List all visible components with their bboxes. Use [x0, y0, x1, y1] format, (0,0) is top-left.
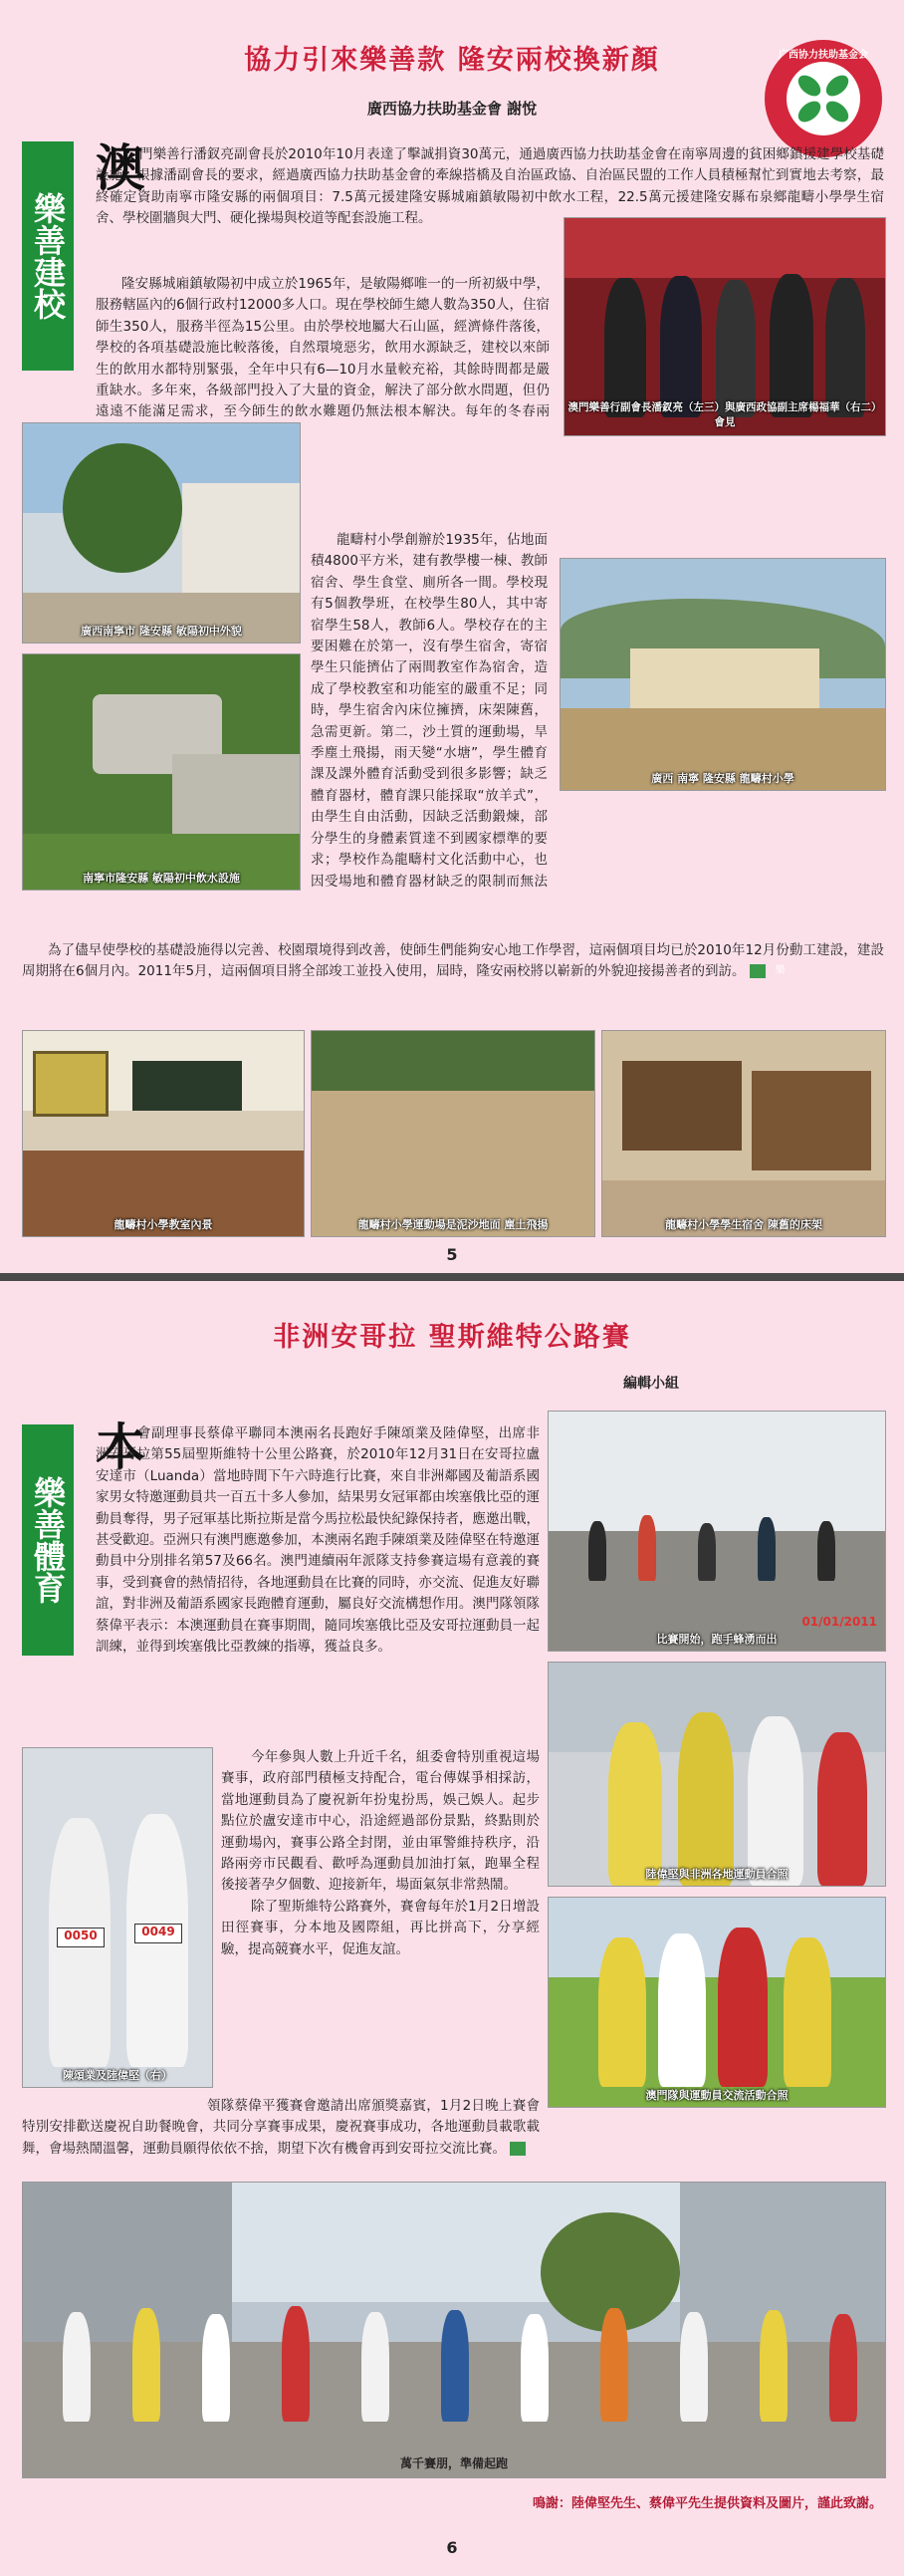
photo-athletes-group: [548, 1662, 886, 1887]
caption-award-group: 澳門隊與運動員交流活動合照: [645, 2089, 789, 2102]
photo-school-exterior: [22, 422, 301, 644]
caption-water-facility: 南寧市隆安縣 敏陽初中飲水設施: [83, 872, 240, 885]
caption-race-start: 比賽開始，跑手蜂湧而出: [656, 1633, 778, 1646]
caption-sports-field: 龍疇村小學運動場是泥沙地面 塵土飛揚: [357, 1218, 549, 1231]
caption-race-crowd: 萬千賽朋，準備起跑: [399, 2456, 508, 2470]
dropcap: 本: [96, 1417, 145, 1476]
foundation-logo: [765, 40, 882, 157]
photo-classroom: [22, 1030, 305, 1237]
section-label-build-school: 樂善建校: [22, 141, 74, 371]
logo-text: 广西协力扶助基金会: [779, 50, 868, 61]
paragraph-1: 門樂善行潘釵亮副會長於2010年10月表達了擊誠捐資30萬元，通過廣西協力扶助基金會在南寧周邊的貧困鄉鎮援建學校基礎設施。根據潘副會長的要求，經過廣西協力扶助基金會的牽線搭橋及自治區政協、自治區民盟的工作人員積極幫忙到實地去考察，最終確定資助南寧市隆安縣的兩個項目：7.5萬元援建隆安縣城廂鎮敏陽初中飲水工程，22.5萬元援建隆安縣布泉鄉龍疇小學學生宿舍、學校圍牆與大門、硬化操場與校道等配套設施工程。: [96, 146, 884, 227]
logo-emblem: [787, 62, 860, 135]
page-number: 5: [446, 1245, 458, 1264]
article-byline: 廣西協力扶助基金會 謝悅: [366, 100, 538, 118]
photo-runner-pair: 0050 0049 陳頌業及陸偉堅（右）: [22, 1747, 213, 2088]
section-label-sports: 樂善體育: [22, 1424, 74, 1656]
caption-officials: 澳門樂善行副會長潘釵亮（左三）與廣西政協副主席楊福華（右二）會見: [567, 401, 882, 428]
article-byline: 編輯小組: [623, 1376, 679, 1392]
acknowledgement: 鳴謝：陸偉堅先生、蔡偉平先生提供資料及圖片，謹此致謝。: [532, 2496, 882, 2511]
photo-race-crowd: [22, 2182, 886, 2478]
photo-award-group: [548, 1897, 886, 2108]
paragraph-2-part: 隆安縣城廂鎮敏陽初中成立於1965年，是敏陽鄉唯一的一所初級中學，服務轄區內的6個行政村12000多人口。現在學校師生總人數為350人，住宿師生350人，服務半徑為15公里。由於學校地屬大石山區，經濟條件落後，學校的各項基礎設施比較落後，自然環境惡劣，飲用水源缺乏，建校以來師生的飲用水都特別緊張，全年中只有6—10月水量較充裕，其餘時間都是嚴重缺水。多年來，各級部門投入了大量的資金，解決了部分飲水問題，但仍遠遠不能滿足需求，至今師生的飲水難題仍無法根本解決。每年的冬春兩: [96, 276, 550, 420]
dropcap: 澳: [96, 138, 145, 197]
photo-date-stamp: 01/01/2011: [801, 1615, 877, 1629]
caption-school-exterior: 廣西南寧市 隆安縣 敏陽初中外貌: [81, 625, 242, 638]
end-mark-icon: [510, 2142, 526, 2156]
paragraph-4: 領隊蔡偉平獲賽會邀請出席頒獎嘉賓，1月2日晚上賽會特別安排歡送慶祝自助餐晚會，共同分享賽事成果，慶祝賽事成功，各地運動員載歌載舞，會場熱鬧溫馨，運動員願得依依不捨，期望下次有機會再到安哥拉交流比賽。: [22, 2098, 540, 2157]
paragraph-2-continued: [22, 359, 550, 420]
photo-sports-field: [311, 1030, 595, 1237]
caption-village-school: 廣西 南寧 隆安縣 龍疇村小學: [651, 772, 794, 785]
end-mark-icon: 樂: [750, 964, 766, 978]
article-title: 協力引來樂善款 隆安兩校換新顏: [244, 45, 660, 76]
page-6: [0, 1279, 904, 2576]
caption-dormitory: 龍疇村小學學生宿舍 陳舊的床架: [665, 1218, 822, 1231]
photo-dormitory: [601, 1030, 886, 1237]
paragraph-2-3: 今年參與人數上升近千名，組委會特別重視這場賽事，政府部門積極支持配合，電台傳媒爭相採訪，當地運動員為了慶祝新年扮鬼扮馬，娛己娛人。起步點位於盧安達市中心，沿途經過部份景點，終點則於運動場內，賽事公路全封閉，並由軍警維持秩序，沿路兩旁市民觀看、歡呼為運動員加油打氣，跑畢全程後接著孕夕個數、迎接新年，場面氣氛非常熱鬧。 除了聖斯維特公路賽外，賽會每年於1月2日增設田徑賽事，分本地及國際組，再比拼高下，分享經驗，提高競賽水平，促進友誼。: [221, 1749, 540, 1957]
paragraph-3: 龍疇村小學創辦於1935年，佔地面積4800平方米，建有教學樓一棟、教師宿舍、學生食堂、廁所各一間。學校現有5個教學班，在校學生80人，其中寄宿學生58人，教師6人。學校存在的主要困難在於第一，沒有學生宿舍，寄宿學生只能擠佔了兩間教室作為宿舍，造成了學校教室和功能室的嚴重不足；同時，學生宿舍內床位擁擠，床架陳舊，急需更新。第二，沙土質的運動場，旱季塵土飛揚，雨天變“水塘”，學生體育課及課外體育活動受到很多影響；缺乏體育器材，體育課只能採取“放羊式”，由學生自由活動，因缺乏活動鍛煉，部分學生的身體素質達不到國家標準的要求；學校作為龍疇村文化活動中心，也因受場地和體育器材缺乏的限制而無法: [311, 532, 548, 889]
page-number: 6: [446, 2538, 458, 2557]
paragraph-1: 會副理事長蔡偉平聯同本澳兩名長跑好手陳頌業及陸偉堅，出席非洲安哥拉第55屆聖斯維特十公里公路賽，於2010年12月31日在安哥拉盧安達市（Luanda）當地時間下午六時進行比賽，來自非洲鄰國及葡語系國家男女特邀運動員共一百五十多人參加，結果男女冠軍都由埃塞俄比亞的運動員奪得，男子冠軍基比斯拉斯是當今馬拉松最快紀錄保持者，應邀出戰，甚受歡迎。亞洲只有澳門應邀參加，本澳兩名跑手陳頌業及陸偉堅在特邀運動員中分別排名第57及66名。澳門連續兩年派隊支持參賽這場有意義的賽事，受到賽會的熱情招待，各地運動員在比賽的同時，亦交流、促進友好聯誼，對非洲及葡語系國家長跑體育運動，屬良好交流構想作用。澳門隊領隊蔡偉平表示：本澳運動員在賽事期間，隨同埃塞俄比亞及安哥拉運動員一起訓練，並得到埃塞俄比亞教練的指導，獲益良多。: [96, 1425, 540, 1656]
page-5: [0, 0, 904, 1275]
caption-athletes-group: 陸偉堅與非洲各地運動員合照: [645, 1868, 789, 1881]
caption-classroom: 龍疇村小學教室內景: [113, 1218, 213, 1231]
article-title: 非洲安哥拉 聖斯維特公路賽: [273, 1322, 631, 1353]
photo-race-start: [548, 1411, 886, 1652]
caption-runner-pair: 陳頌業及陸偉堅（右）: [63, 2069, 172, 2082]
photo-officials: [564, 217, 886, 436]
paragraph-4: 為了儘早使學校的基礎設施得以完善、校園環境得到改善，使師生們能夠安心地工作學習，這兩個項目均已於2010年12月份動工建設，建設周期將在6個月內。2011年5月，這兩個項目將全部竣工並投入使用，屆時，隆安兩校將以嶄新的外貌迎接揚善者的到訪。 樂: [22, 942, 884, 980]
photo-water-facility: [22, 653, 301, 891]
photo-village-school: [560, 558, 886, 791]
